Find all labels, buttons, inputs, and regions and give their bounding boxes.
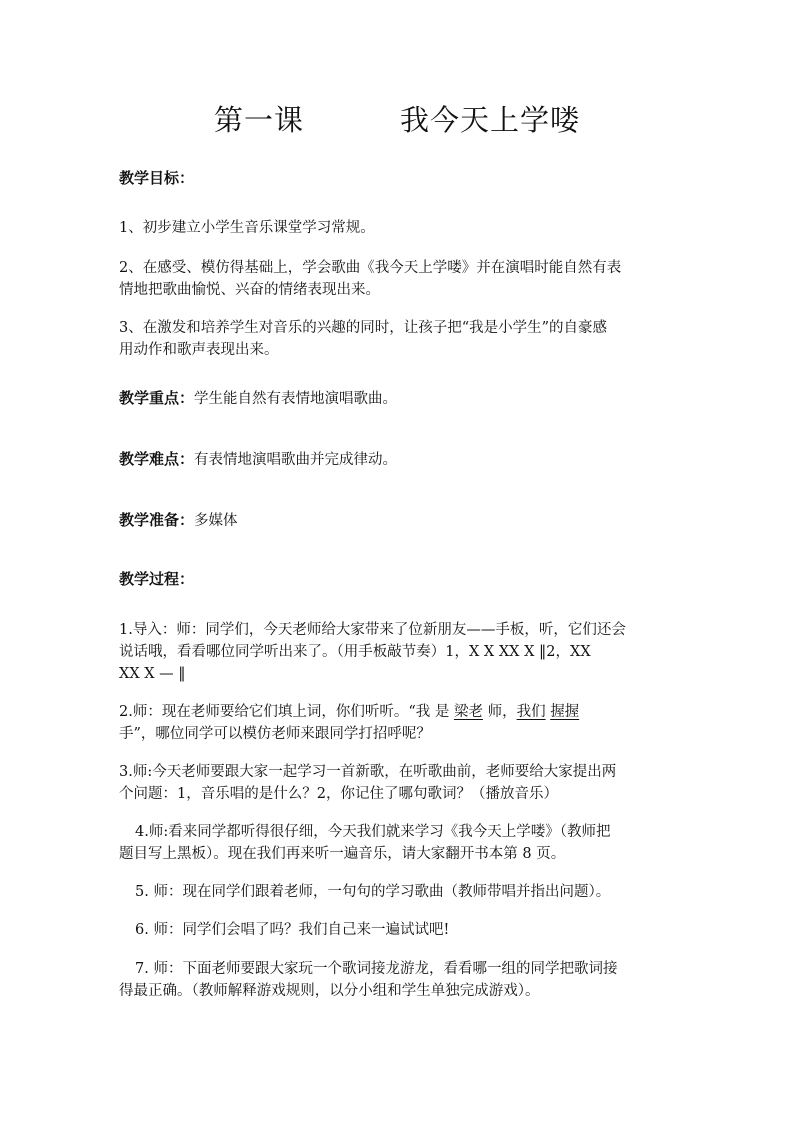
preparation-label: 教学准备： [119, 511, 195, 529]
objective-3-line-2: 用动作和歌声表现出来。 [119, 342, 279, 358]
difficulty-label: 教学难点： [119, 450, 195, 468]
objective-3-line-1: 3、在激发和培养学生对音乐的兴趣的同时，让孩子把“我是小学生”的自豪感 [119, 320, 608, 336]
step-7-line-1: 7. 师：下面老师要跟大家玩一个歌词接龙游龙，看看哪一组的同学把歌词接 [135, 961, 618, 977]
lesson-title [0, 98, 794, 139]
objective-1: 1、初步建立小学生音乐课堂学习常规。 [119, 220, 375, 236]
step-1-line-1: 1.导入：师：同学们，今天老师给大家带来了位新朋友——手板，听，它们还会 [119, 622, 626, 638]
step-4-line-2: 题目写上黑板）。现在我们再来听一遍音乐，请大家翻开书本第 8 页。 [119, 846, 566, 862]
step-4-line-1: 4.师:看来同学都听得很仔细，今天我们就来学习《我今天上学喽》（教师把 [135, 824, 611, 840]
key-point-text: 学生能自然有表情地演唱歌曲。 [194, 391, 398, 407]
step-3-line-1: 3.师:今天老师要跟大家一起学习一首新歌，在听歌曲前，老师要给大家提出两 [119, 764, 617, 780]
difficulty-text: 有表情地演唱歌曲并完成律动。 [194, 452, 398, 468]
preparation-text: 多媒体 [194, 513, 238, 529]
step-2-line-2: 手”，哪位同学可以模仿老师来跟同学打招呼呢？ [119, 726, 431, 742]
objective-2-line-2: 情地把歌曲愉悦、兴奋的情绪表现出来。 [119, 282, 380, 298]
step-6: 6. 师：同学们会唱了吗？我们自己来一遍试试吧! [135, 922, 450, 938]
step-1-line-3: XX X — ‖ [119, 666, 186, 682]
step-2-text-b: 师， [482, 704, 517, 720]
step-2-line-1 [119, 700, 679, 724]
step-2-underline-3: 握握 [550, 704, 580, 720]
step-2-text-a: 2.师：现在老师要给它们填上词，你们听听。“我 是 [119, 704, 454, 720]
objectives-heading: 教学目标： [119, 169, 195, 187]
step-7-line-2: 得最正确。（教师解释游戏规则，以分小组和学生单独完成游戏）。 [119, 983, 540, 999]
step-3-line-2: 个问题：1，音乐唱的是什么？2，你记住了哪句歌词？（播放音乐） [119, 786, 558, 802]
key-point [119, 386, 679, 411]
preparation [119, 508, 679, 533]
step-2-underline-1: 梁老 [453, 704, 483, 720]
step-5: 5. 师：现在同学们跟着老师，一句句的学习歌曲（教师带唱并指出问题）。 [135, 884, 611, 900]
process-heading: 教学过程： [119, 570, 195, 588]
objective-2-line-1: 2、在感受、模仿得基础上，学会歌曲《我今天上学喽》并在演唱时能自然有表 [119, 260, 622, 276]
step-2-underline-2: 我们 [516, 704, 546, 720]
lesson-number: 第一课 [213, 103, 304, 137]
key-point-label: 教学重点： [119, 389, 195, 407]
step-1-line-2: 说话哦，看看哪位同学听出来了。（用手板敲节奏）1，X X XX X ‖2，XX [119, 644, 591, 660]
lesson-name: 我今天上学喽 [400, 103, 581, 137]
difficulty [119, 447, 679, 472]
